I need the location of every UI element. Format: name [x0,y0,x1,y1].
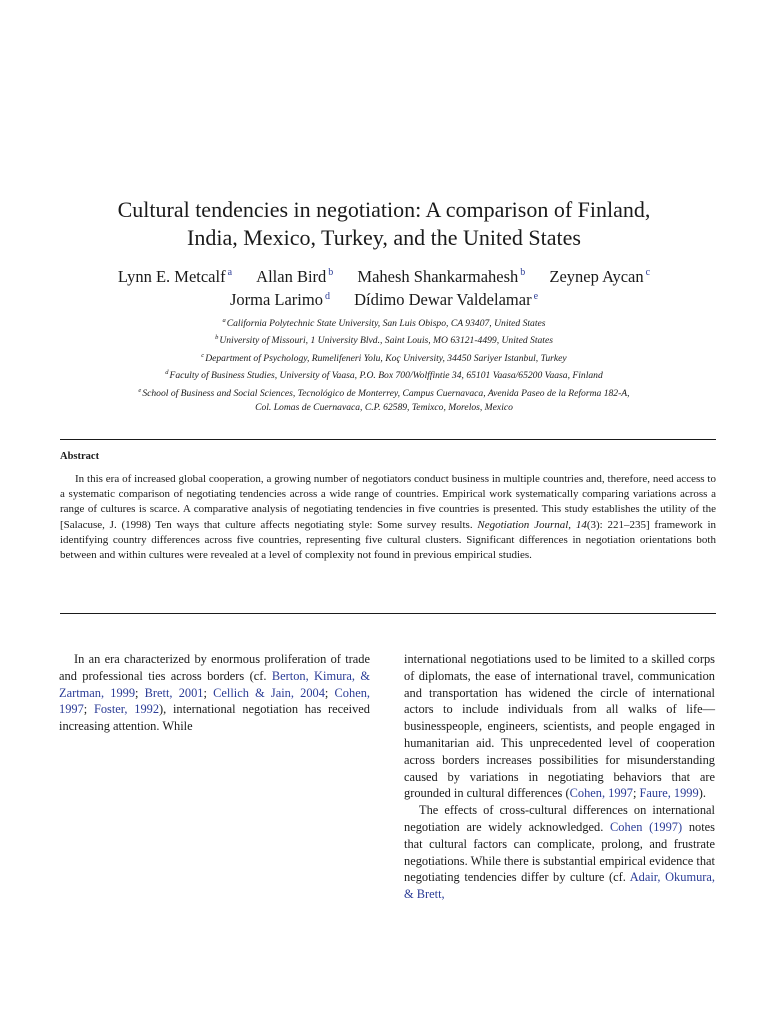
affiliation-line: Col. Lomas de Cuernavaca, C.P. 62589, Temixco, Morelos, Mexico [255,401,513,413]
citation-link[interactable]: Foster, 1992 [93,702,160,717]
body-paragraph: international negotiations used to be limited to a skilled corps of diplomats, the ease of international travel, communication and transportation has widened the circle of international actors to include individuals from all walks of life—businesspeople, engineers, scientists, and people engaged in humanitarian aid. This unprecedented level of cooperation across borders increases possibilities for misunderstanding caused by variations in negotiating behaviors that are grounded in cultural differences (Cohen, 1997; Faure, 1999). [404,652,715,801]
title-line-2: India, Mexico, Turkey, and the United States [187,225,581,250]
article-title [60,196,708,252]
author: Jorma Larimo $^d$ [229,290,330,309]
body-paragraph: The effects of cross-cultural differences on international negotiation are widely acknowledged. Cohen (1997) notes that cultural factors can complicate, prolong, and frustrate negotiations. While there is substantial empirical evidence that negotiating tendencies differ by culture (cf. Adair, Okumura, & Brett, [404,803,715,902]
abstract-heading: Abstract [60,451,100,462]
abstract-text: In this era of increased global cooperation, a growing number of negotiators conduct business in multiple countries and, therefore, need access to a systematic comparison of negotiating tendencies across a wide range of countries. Empirical work systematically comparing variations across a range of cultures is scarce. A comparative analysis of negotiating tendencies in five countries is presented. This study establishes the utility of the [Salacuse, J. (1998) Ten ways that culture affects negotiating style: Some survey results. Negotiation Journal, 14(3): 221–235] framework in identifying country differences across five countries, representing five cultural clusters. Significant differences in negotiation orientations both between and within cultures were revealed at a level of complexity not found in previous empirical studies. [60,473,716,562]
citation-link[interactable]: Brett, 2001 [144,685,204,700]
author-row-1 [60,263,708,287]
journal-name: Negotiation Journal [477,518,569,531]
author: Mahesh Shankarmahesh $^b$ [357,266,526,286]
body-column-right [404,651,715,903]
affiliation-line: $^e$School of Business and Social Sciences, Tecnológico de Monterrey, Campus Cuernavaca, Avenida Paseo de la Reforma 182-A, [138,386,630,399]
author: Zeynep Aycan $^c$ [549,266,651,286]
author-list [60,263,708,310]
affiliation-line: $^d$Faculty of Business Studies, University of Vaasa, P.O. Box 700/Wolffintie 34, 65101 Vaasa/65200 Vaasa, Finland [165,369,603,382]
body-column-left [59,651,370,735]
affiliation-link[interactable]: b [520,267,526,278]
citation-link[interactable]: Faure, 1999 [639,786,699,801]
author-row-2 [60,287,708,311]
title-line-1: Cultural tendencies in negotiation: A comparison of Finland, [117,197,651,222]
citation-link[interactable]: Cohen (1997) [610,819,683,834]
affiliation-line: $^b$University of Missouri, 1 University Blvd., Saint Louis, MO 63121-4499, United States [215,334,553,347]
author: Dídimo Dewar Valdelamar $^e$ [354,290,539,309]
citation-link[interactable]: Cohen, 1997 [59,685,370,717]
affiliation-line: $^a$California Polytechnic State University, San Luis Obispo, CA 93407, United States [222,317,546,330]
affiliation-link[interactable]: c [645,267,651,278]
journal-volume: 14 [575,518,587,531]
affiliation-list [60,314,708,415]
abstract-top-divider [60,439,716,440]
affiliation-link[interactable]: d [324,290,330,302]
abstract-bottom-divider [60,613,716,614]
affiliation-link[interactable]: e [533,290,539,302]
affiliation-link[interactable]: a [227,267,233,278]
author: Allan Bird $^b$ [256,266,334,286]
citation-link[interactable]: Cohen, 1997 [569,786,633,801]
affiliation-line: $^c$Department of Psychology, Rumelifeneri Yolu, Koç University, 34450 Sariyer Istanbul, Turkey [201,351,567,364]
citation-link[interactable]: Cellich & Jain, 2004 [213,685,325,700]
citation-link[interactable]: Adair, Okumura, & Brett, [404,870,715,902]
affiliation-link[interactable]: b [328,267,334,278]
body-paragraph: In an era characterized by enormous proliferation of trade and professional ties across borders (cf. Berton, Kimura, & Zartman, 1999; Brett, 2001; Cellich & Jain, 2004; Cohen, 1997; Foster, 1992), international negotiation has received increasing attention. While [59,652,371,734]
author: Lynn E. Metcalf $^a$ [117,266,233,286]
citation-link[interactable]: Berton, Kimura, & Zartman, 1999 [59,668,371,700]
